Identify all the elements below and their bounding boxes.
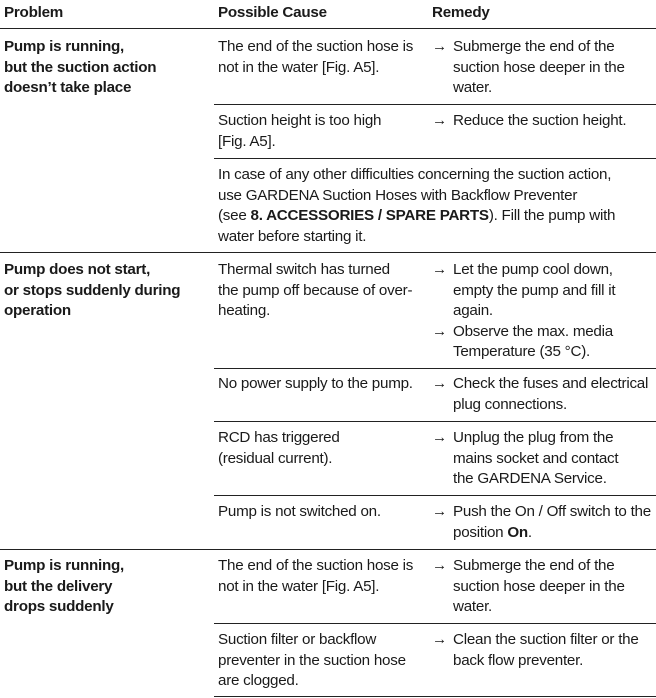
on-label: On xyxy=(507,523,528,541)
arrow-icon: → xyxy=(432,261,447,278)
row-divider xyxy=(214,623,656,624)
note-suction-hoses: In case of any other difficulties concerning the suction action, use GARDENA Suction Hoses with Backflow Preventer (see 8. ACCESSORIES / SPARE PARTS). Fill the pump with water before starting it. xyxy=(218,166,616,245)
problem-pump-not-starting: Pump does not start, or stops suddenly during operation xyxy=(4,261,181,319)
arrow-icon: → xyxy=(432,38,447,55)
header-cause: Possible Cause xyxy=(218,4,327,21)
remedy-cool-down: → Let the pump cool down, empty the pump and fill it again. → Observe the max. media Temperature (35 °C). xyxy=(432,260,654,363)
remedy-submerge-hose: → Submerge the end of the suction hose deeper in the water. xyxy=(432,38,625,96)
row-divider xyxy=(214,104,656,105)
remedy-unplug-contact-service: → Unplug the plug from the mains socket and contact the GARDENA Service. xyxy=(432,429,619,487)
cause-no-power: No power supply to the pump. xyxy=(218,375,413,392)
cause-hose-not-in-water-2: The end of the suction hose is not in the water [Fig. A5]. xyxy=(218,557,414,595)
remedy-submerge-hose-2: → Submerge the end of the suction hose deeper in the water. xyxy=(432,557,625,615)
cause-thermal-switch: Thermal switch has turned the pump off because of over- heating. xyxy=(218,261,413,319)
group-divider xyxy=(0,252,656,253)
cause-filter-clogged: Suction filter or backflow preventer in the suction hose are clogged. xyxy=(218,631,406,689)
row-divider xyxy=(214,368,656,369)
cause-hose-not-in-water: The end of the suction hose is not in the water [Fig. A5]. xyxy=(218,38,414,76)
problem-delivery-drops: Pump is running, but the delivery drops suddenly xyxy=(4,557,125,615)
arrow-icon: → xyxy=(432,429,447,446)
group-divider xyxy=(0,549,656,550)
arrow-icon: → xyxy=(432,631,447,648)
row-divider xyxy=(214,421,656,422)
row-divider xyxy=(214,696,656,697)
arrow-icon: → xyxy=(432,322,447,340)
cause-suction-height: Suction height is too high [Fig. A5]. xyxy=(218,112,382,150)
header-remedy: Remedy xyxy=(432,4,490,21)
arrow-icon: → xyxy=(432,112,447,129)
row-divider xyxy=(214,158,656,159)
cause-rcd-triggered: RCD has triggered (residual current). xyxy=(218,429,340,467)
row-divider xyxy=(214,495,656,496)
remedy-reduce-height: → Reduce the suction height. xyxy=(432,111,654,132)
remedy-clean-filter: → Clean the suction filter or the back flow preventer. xyxy=(432,631,639,669)
problem-suction-not-working: Pump is running, but the suction action doesn’t take place xyxy=(4,38,157,96)
header-divider xyxy=(0,28,656,29)
arrow-icon: → xyxy=(432,375,447,392)
remedy-push-switch: → Push the On / Off switch to the position On. xyxy=(432,503,651,541)
remedy-check-fuses: → Check the fuses and electrical plug connections. xyxy=(432,375,649,413)
arrow-icon: → xyxy=(432,503,447,520)
arrow-icon: → xyxy=(432,557,447,574)
header-problem: Problem xyxy=(4,4,64,21)
remedy-observe-temperature: → Observe the max. media Temperature (35 °C). xyxy=(432,322,613,360)
cause-not-switched-on: Pump is not switched on. xyxy=(218,503,381,520)
accessories-reference: 8. ACCESSORIES / SPARE PARTS xyxy=(250,207,489,224)
